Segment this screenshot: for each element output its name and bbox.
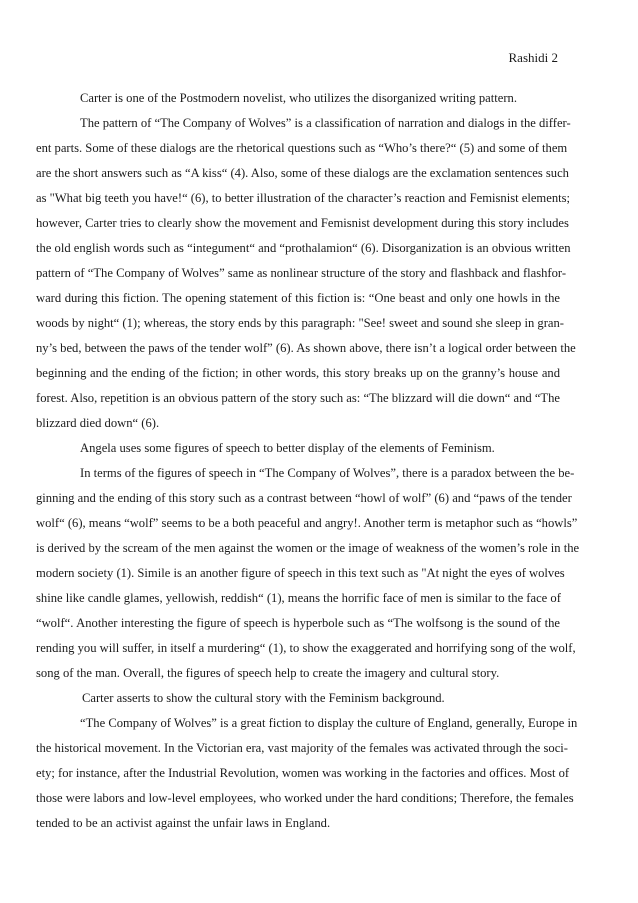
paragraph-line: woods by night“ (1); whereas, the story ends by this paragraph: "See! sweet and sound she sleep in gran- [36,316,565,330]
paragraph-line: pattern of “The Company of Wolves” same as nonlinear structure of the story and flashback and flashfor- [36,266,567,280]
paragraph-line: the historical movement. In the Victorian era, vast majority of the females was activated through the soci- [36,741,568,755]
paragraph-line: forest. Also, repetition is an obvious pattern of the story such as: “The blizzard will die down“ and “The [36,391,560,405]
paragraph-line: The pattern of “The Company of Wolves” is a classification of narration and dialogs in the differ- [80,116,571,130]
paragraph-line: wolf“ (6), means “wolf” seems to be a both peaceful and angry!. Another term is metaphor such as “howls” [36,516,578,530]
paragraph-line: shine like candle glames, yellowish, reddish“ (1), means the horrific face of men is similar to the face of [36,591,561,605]
paragraph-line: ent parts. Some of these dialogs are the rhetorical questions such as “Who’s there?“ (5) and some of them [36,141,568,155]
page-header-label: Rashidi 2 [508,50,558,65]
paragraph-line: are the short answers such as “A kiss“ (4). Also, some of these dialogs are the exclamation sentences such [36,166,569,180]
paragraph-line: song of the man. Overall, the figures of speech help to create the imagery and cultural story. [36,666,500,680]
paragraph-line: blizzard died down“ (6). [36,416,160,430]
paragraph-line: ginning and the ending of this story such as a contrast between “howl of wolf” (6) and “paws of the tender [36,491,572,505]
paragraph-line: ny’s bed, between the paws of the tender wolf” (6). As shown above, there isn’t a logical order between the [36,341,576,355]
paragraph-line: as "What big teeth you have!“ (6), to better illustration of the character’s reaction and Femisnist elements; [36,191,571,205]
paragraph-line: modern society (1). Simile is an another figure of speech in this text such as "At night the eyes of wolves [36,566,565,580]
paragraph-line: Carter asserts to show the cultural story with the Feminism background. [82,691,445,705]
paragraph-line: however, Carter tries to clearly show the movement and Femisnist development during this story includes [36,216,569,230]
paragraph-line: Angela uses some figures of speech to better display of the elements of Feminism. [80,441,495,455]
paragraph-line: Carter is one of the Postmodern novelist, who utilizes the disorganized writing pattern. [80,91,517,105]
paragraph-line: ety; for instance, after the Industrial Revolution, women was working in the factories and offices. Most of [36,766,570,780]
paragraph-line: “wolf“. Another interesting the figure of speech is hyperbole such as “The wolfsong is the sound of the [36,616,560,630]
paragraph-line: beginning and the ending of the fiction; in other words, this story breaks up on the granny’s house and [36,366,560,380]
paragraph-line: rending you will suffer, in itself a murdering“ (1), to show the exaggerated and horrifying song of the wolf, [36,641,576,655]
paragraph-line: those were labors and low-level employees, who worked under the hard conditions; Therefore, the females [36,791,574,805]
paragraph-line: ward during this fiction. The opening statement of this fiction is: “One beast and only one howls in the [36,291,560,305]
paragraph-line: is derived by the scream of the men against the women or the image of weakness of the women’s role in the [36,541,580,555]
paragraph-line: “The Company of Wolves” is a great fiction to display the culture of England, generally, Europe in [80,716,578,730]
paragraph-line: In terms of the figures of speech in “The Company of Wolves”, there is a paradox between the be- [80,466,575,480]
paragraph-line: the old english words such as “integument“ and “prothalamion“ (6). Disorganization is an obvious written [36,241,571,255]
paragraph-line: tended to be an activist against the unfair laws in England. [36,816,331,830]
